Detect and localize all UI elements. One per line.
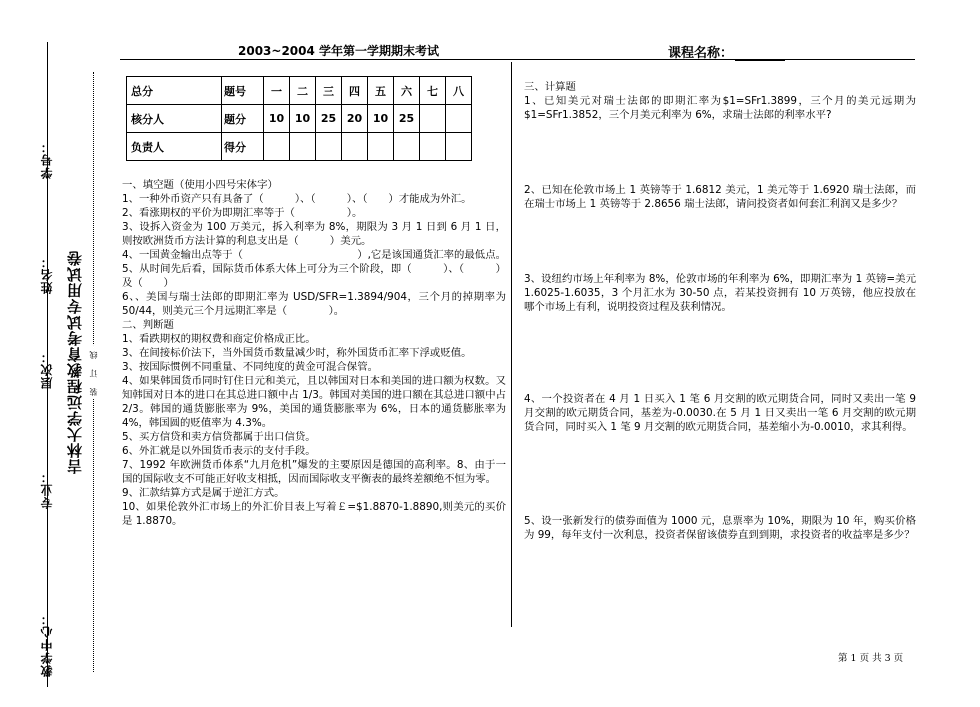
school-name: 吉林大学远程教育考试专用试卷 [66, 250, 84, 474]
score-cell [420, 133, 446, 161]
judge-question: 6、外汇就是以外国货币表示的支付手段。 [122, 445, 316, 457]
question-points: 10 [290, 105, 316, 133]
score-cell [316, 133, 342, 161]
calc-question: 5、设一张新发行的债券面值为 1000 元，息票率为 10%，期限为 10 年，购买价格为 99，每年支付一次利息，投资者保留该债券直到到期，求投资者的收益率是多少？ [524, 515, 916, 541]
question-points: 25 [394, 105, 420, 133]
score-cell [368, 133, 394, 161]
calc-block-1 [524, 80, 916, 122]
question-points: 10 [264, 105, 290, 133]
section-calc-title: 三、计算题 [524, 81, 576, 93]
field-student-id-label: 学号： [40, 140, 54, 179]
checker-label: 核分人 [127, 105, 222, 133]
judge-question: 7、1992 年欧洲货币体系“九月危机”爆发的主要原因是德国的高利率。8、由于一国的国际收支不可能正好收支相抵，因而国际收支平衡表的最终差额绝不恒为零。 [122, 459, 506, 485]
field-center-label: 教学中心： [40, 612, 54, 677]
score-cell [290, 133, 316, 161]
field-student-id [38, 140, 55, 179]
fill-question: 5、从时间先后看，国际货币体系大体上可分为三个阶段，即（ ）、（ ）及（ ） [122, 263, 506, 289]
question-number: 三 [316, 77, 342, 105]
question-number-label: 题号 [222, 77, 264, 105]
field-center [38, 612, 55, 677]
field-name [38, 255, 55, 294]
field-major-label: 专业： [40, 470, 54, 509]
column-divider [511, 62, 512, 627]
fill-question: 1、一种外币资产只有具备了（ ）、（ ）、（ ）才能成为外汇。 [122, 193, 472, 205]
fill-question: 3、设拆入资金为 100 万美元，拆入利率为 8%，期限为 3 月 1 日到 6 月 1 日，则按欧洲货币方法计算的利息支出是（ ）美元。 [122, 221, 506, 247]
question-points [420, 105, 446, 133]
judge-question: 3、在间接标价法下，当外国货币数量减少时，称外国货币汇率下浮或贬值。 [122, 347, 472, 359]
field-level [38, 350, 55, 389]
section-fill-blank-title: 一、填空题（使用小四号宋体字） [122, 179, 278, 191]
question-number: 一 [264, 77, 290, 105]
score-cell [394, 133, 420, 161]
score-table [126, 76, 472, 161]
obtained-label: 得分 [222, 133, 264, 161]
course-label: 课程名称： [668, 46, 734, 61]
total-label: 总分 [127, 77, 222, 105]
header-rule [120, 59, 915, 60]
score-row-points [127, 105, 472, 133]
calc-block-3 [524, 272, 916, 314]
page-header [0, 0, 980, 60]
calc-question: 1、已知美元对瑞士法郎的即期汇率为$1=SFr1.3899，三个月的美元远期为$1=SFr1.3852，三个月美元利率为 6%，求瑞士法郎的利率水平? [524, 95, 916, 121]
calc-question: 2、已知在伦敦市场上 1 英镑等于 1.6812 美元，1 美元等于 1.6920 瑞士法郎，而在瑞士市场上 1 英镑等于 2.8656 瑞士法郎，请问投资者如何套汇利润又是多少？ [524, 184, 916, 210]
judge-question: 4、如果韩国货币同时钉住日元和美元，且以韩国对日本和美国的进口额为权数。又知韩国对日本的进口在其总进口额中占 1/3。韩国对美国的进口额在其总进口额中占 2/3。韩国的通货膨胀率为 9%，美国的通货膨胀率为 6%，日本的通货膨胀率为 4%，韩国圆的贬值率为 4.3%。 [122, 375, 506, 429]
judge-question: 3、按国际惯例不同重量、不同纯度的黄金可混合保管。 [122, 361, 378, 373]
calc-block-4 [524, 392, 916, 434]
page-number: 第 1 页 共 3 页 [838, 653, 904, 664]
calc-block-5 [524, 514, 916, 542]
question-points: 25 [316, 105, 342, 133]
responsible-label: 负责人 [127, 133, 222, 161]
question-points: 10 [368, 105, 394, 133]
judge-question: 1、看跌期权的期权费和商定价格成正比。 [122, 333, 316, 345]
section-judge-title: 二、判断题 [122, 319, 174, 331]
judge-question: 9、汇款结算方式是属于逆汇方式。 [122, 487, 285, 499]
score-cell [342, 133, 368, 161]
calc-question: 3、设纽约市场上年利率为 8%，伦敦市场的年利率为 6%，即期汇率为 1 英镑=美元 1.6025-1.6035，3 个月汇水为 30-50 点，若某投资拥有 10 万英镑，他应投放在哪个市场上有利，说明投资过程及获利情况。 [524, 273, 916, 313]
fill-question: 2、看涨期权的平价为即期汇率等于（ ）。 [122, 207, 363, 219]
judge-question: 10、如果伦敦外汇市场上的外汇价目表上写着￡=$1.8870-1.8890,则美元的买价是 1.8870。 [122, 501, 506, 527]
score-row-obtained [127, 133, 472, 161]
question-points: 20 [342, 105, 368, 133]
fill-question: 4、一国黄金输出点等于（ ）,它是该国通货汇率的最低点。 [122, 249, 506, 261]
points-label: 题分 [222, 105, 264, 133]
field-name-label: 姓名： [40, 255, 54, 294]
exam-title: 2003~2004 学年第一学期期末考试 [238, 44, 440, 58]
question-number: 五 [368, 77, 394, 105]
field-level-label: 层次： [40, 350, 54, 389]
question-number: 四 [342, 77, 368, 105]
left-column [122, 178, 506, 528]
score-row-questions [127, 77, 472, 105]
binding-marks: 装 订 线 [89, 347, 98, 397]
fill-question: 6、、美国与瑞士法郎的即期汇率为 USD/SFR=1.3894/904，三个月的掉期率为 50/44，则美元三个月远期汇率是（ ）。 [122, 291, 506, 317]
question-points [446, 105, 472, 133]
question-number: 七 [420, 77, 446, 105]
calc-question: 4、一个投资者在 4 月 1 日买入 1 笔 6 月交割的欧元期货合同，同时又卖出一笔 9 月交割的欧元期货合同，基差为-0.0030.在 5 月 1 日又卖出一笔 6 月交割的欧元期货合同，同时买入 1 笔 9 月交割的欧元期货合同，基差缩小为-0.0010，求其利得。 [524, 393, 916, 433]
calc-block-2 [524, 183, 916, 211]
score-cell [446, 133, 472, 161]
question-number: 八 [446, 77, 472, 105]
question-number: 二 [290, 77, 316, 105]
score-cell [264, 133, 290, 161]
field-major [38, 470, 55, 509]
judge-question: 5、买方信贷和卖方信贷都属于出口信贷。 [122, 431, 316, 443]
question-number: 六 [394, 77, 420, 105]
